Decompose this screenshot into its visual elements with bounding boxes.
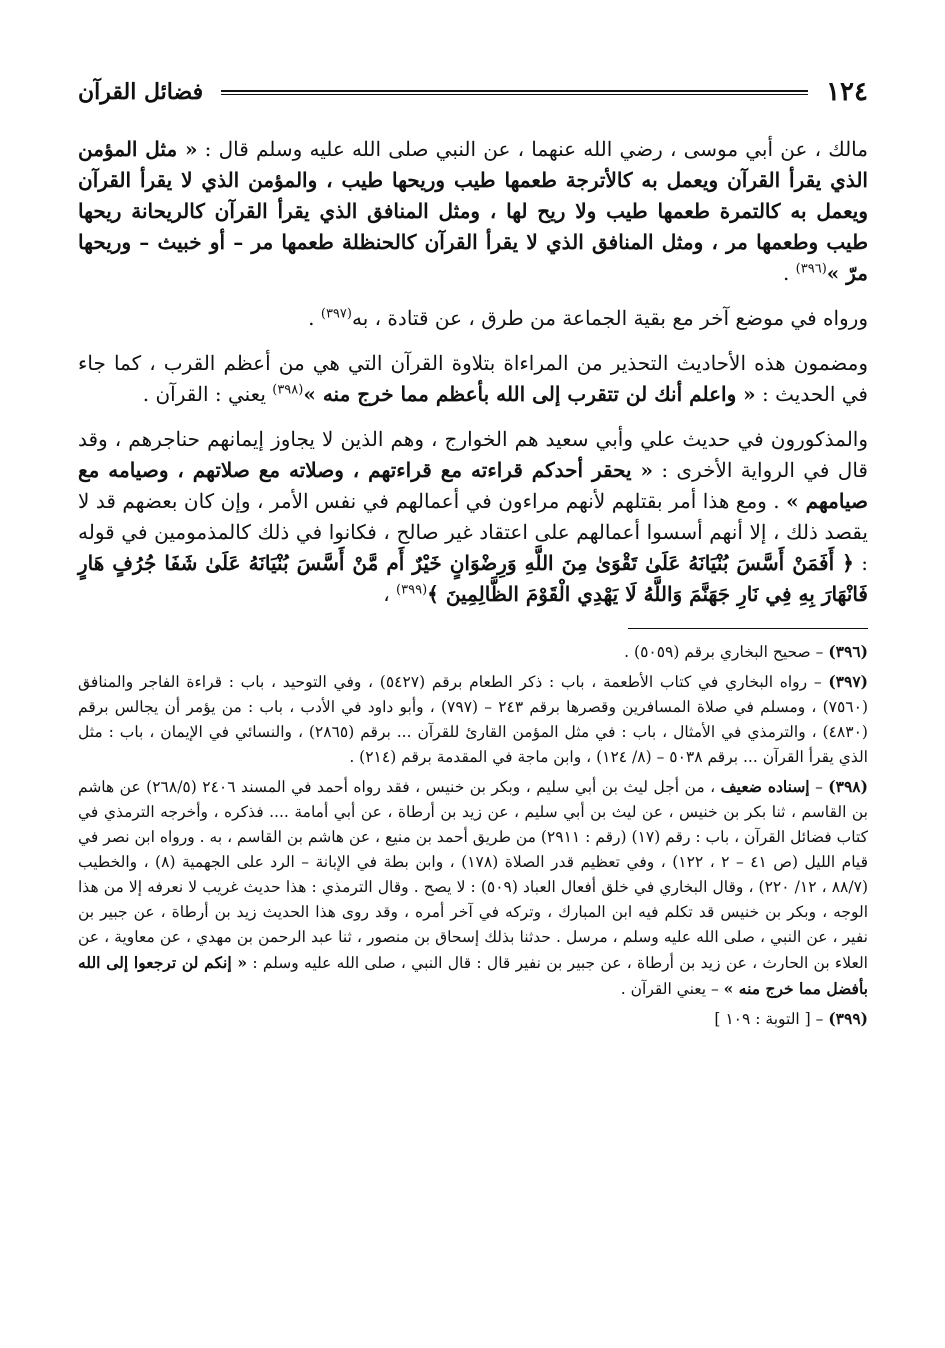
running-title: فضائل القرآن (78, 79, 204, 105)
footnote-number: (٣٩٦) (828, 642, 868, 661)
footnote-number: (٣٩٩) (828, 1009, 868, 1028)
footnote-text: – (809, 778, 829, 796)
footnote-reference: (٣٩٦) (795, 261, 827, 277)
quoted-text: « يحقر أحدكم قراءته مع قراءتهم ، وصلاته مع صلاتهم ، وصيامه مع صيامهم » (78, 458, 868, 513)
body-text: يعني : القرآن . (142, 382, 273, 406)
body-text: . (782, 261, 796, 285)
body-text: ومضمون هذه الأحاديث التحذير من المراءاة بتلاوة القرآن التي هي من أعظم القرب ، كما جاء في الحديث : (78, 351, 868, 406)
footnote-number: (٣٩٧) (828, 672, 868, 691)
footnote-text: – صحيح البخاري برقم (٥٠٥٩) . (624, 643, 829, 661)
footnote-reference: (٣٩٧) (320, 306, 352, 322)
main-text (78, 134, 868, 610)
footnote-text: – يعني القرآن . (620, 980, 724, 998)
footnote (78, 1006, 868, 1032)
footnote (78, 669, 868, 770)
footnote-text: ، من أجل ليث بن أبي سليم ، وبكر بن خنيس ، فقد رواه أحمد في المسند ٢٤٠٦ (٢٦٨/٥) عن هاشم بن القاسم ، ثنا بكر بن خنيس ، عن ليث بن أبي سليم ، عن زيد بن أرطاة ، عن أبي أمامة .... فذكره ، وأخرجه الترمذي في كتاب فضائل القرآن ، باب : رقم (١٧) (رقم : ٢٩١١) من طريق أحمد بن منيع ، عن هاشم بن القاسم ، به . ورواه ابن نصر في قيام الليل (ص ٤١ – ٢ ، ١٢٢) ، وفي تعظيم قدر الصلاة (١٧٨) ، وابن بطة في الإبانة – الرد على الجهمية (٨) ، والخطيب (٨٨/٧ ، ١٢/ ٢٢٠) ، وقال البخاري في خلق أفعال العباد (٥٠٩) : لا يصح . وقال الترمذي : هذا حديث غريب لا نعرفه إلا من هذا الوجه ، وبكر بن خنيس قد تكلم فيه ابن المبارك ، وتركه في آخر أمره ، وقد روى هذا الحديث زيد بن أرطاة ، عن جبير بن نفير ، عن النبي ، صلى الله عليه وسلم ، مرسل . حدثنا بذلك إسحاق بن منصور ، ثنا عبد الرحمن بن مهدي ، عن معاوية ، عن العلاء بن الحارث ، عن زيد بن أرطاة ، عن جبير بن نفير قال : قال النبي ، صلى الله عليه وسلم : (78, 778, 869, 972)
header-rule (221, 90, 808, 95)
footnote-divider (628, 628, 868, 629)
paragraph (78, 303, 868, 334)
book-page (78, 70, 868, 1270)
body-text: ورواه في موضع آخر مع بقية الجماعة من طرق ، عن قتادة ، به (351, 306, 868, 330)
body-text: ، (383, 582, 397, 606)
page-header (78, 70, 868, 114)
page-number: ١٢٤ (826, 77, 868, 107)
footnote-number: (٣٩٨) (828, 777, 868, 796)
footnote-text: « إنكم لن ترجعوا إلى الله بأفضل مما خرج منه » (78, 953, 868, 998)
footnote-text: – رواه البخاري في كتاب الأطعمة ، باب : ذكر الطعام برقم (٥٤٢٧) ، وفي التوحيد ، باب : قراءة الفاجر والمنافق (٧٥٦٠) ، ومسلم في صلاة المسافرين وقصرها برقم ٢٤٣ – (٧٩٧) ، وأبو داود في الأدب ، باب : من يؤمر أن يجالس برقم (٤٨٣٠) ، والترمذي في الأمثال ، باب : في مثل المؤمن القارئ للقرآن ... برقم (٢٨٦٥) ، والنسائي في الإيمان ، باب : مثل الذي يقرأ القرآن ... برقم ٥٠٣٨ – (٨/ ١٢٤) ، وابن ماجة في المقدمة برقم (٢١٤) . (78, 673, 868, 766)
body-text: مالك ، عن أبي موسى ، رضي الله عنهما ، عن النبي صلى الله عليه وسلم قال : (197, 137, 868, 161)
body-text: . ومع هذا أمر بقتلهم لأنهم مراءون في أعمالهم في نفس الأمر ، وإن كان بعضهم قد لا يقصد ذلك ، إلا أنهم أسسوا أعمالهم على اعتقاد غير صالح ، فكانوا في ذلك كالمذمومين في قوله : (78, 489, 868, 575)
footnote-text: – [ التوبة : ١٠٩ ] (714, 1010, 829, 1028)
quoted-text: « مثل المؤمن الذي يقرأ القرآن ويعمل به كالأترجة طعمها طيب وريحها طيب ، والمؤمن الذي لا يقرأ القرآن ويعمل به كالتمرة طعمها طيب ولا ريح لها ، ومثل المنافق الذي يقرأ القرآن كالريحانة ريحها طيب وطعمها مر ، ومثل المنافق الذي لا يقرأ القرآن كالحنظلة طعمها مر – أو خبيث – وريحها مرّ » (78, 137, 868, 285)
footnote (78, 639, 868, 665)
footnote-reference: (٣٩٨) (272, 382, 304, 398)
footnote-text: إسناده ضعيف (720, 777, 810, 796)
footnote (78, 774, 868, 1002)
footnotes (78, 639, 868, 1032)
paragraph (78, 348, 868, 410)
footnote-reference: (٣٩٩) (396, 582, 428, 598)
paragraph (78, 134, 868, 289)
quoted-text: « واعلم أنك لن تتقرب إلى الله بأعظم مما خرج منه » (303, 382, 756, 406)
paragraph (78, 424, 868, 610)
body-text: والمذكورون في حديث علي وأبي سعيد هم الخوارج ، وهم الذين لا يجاوز إيمانهم حناجرهم ، وقد قال في الرواية الأخرى : (78, 427, 868, 482)
quoted-text: ﴿ أَفَمَنْ أَسَّسَ بُنْيَانَهُ عَلَىٰ تَقْوَىٰ مِنَ اللَّهِ وَرِضْوَانٍ خَيْرٌ أَم مَّنْ أَسَّسَ بُنْيَانَهُ عَلَىٰ شَفَا جُرُفٍ هَارٍ فَانْهَارَ بِهِ فِي نَارِ جَهَنَّمَ وَاللَّهُ لَا يَهْدِي الْقَوْمَ الظَّالِمِينَ ﴾ (78, 551, 868, 606)
body-text: . (308, 306, 321, 330)
